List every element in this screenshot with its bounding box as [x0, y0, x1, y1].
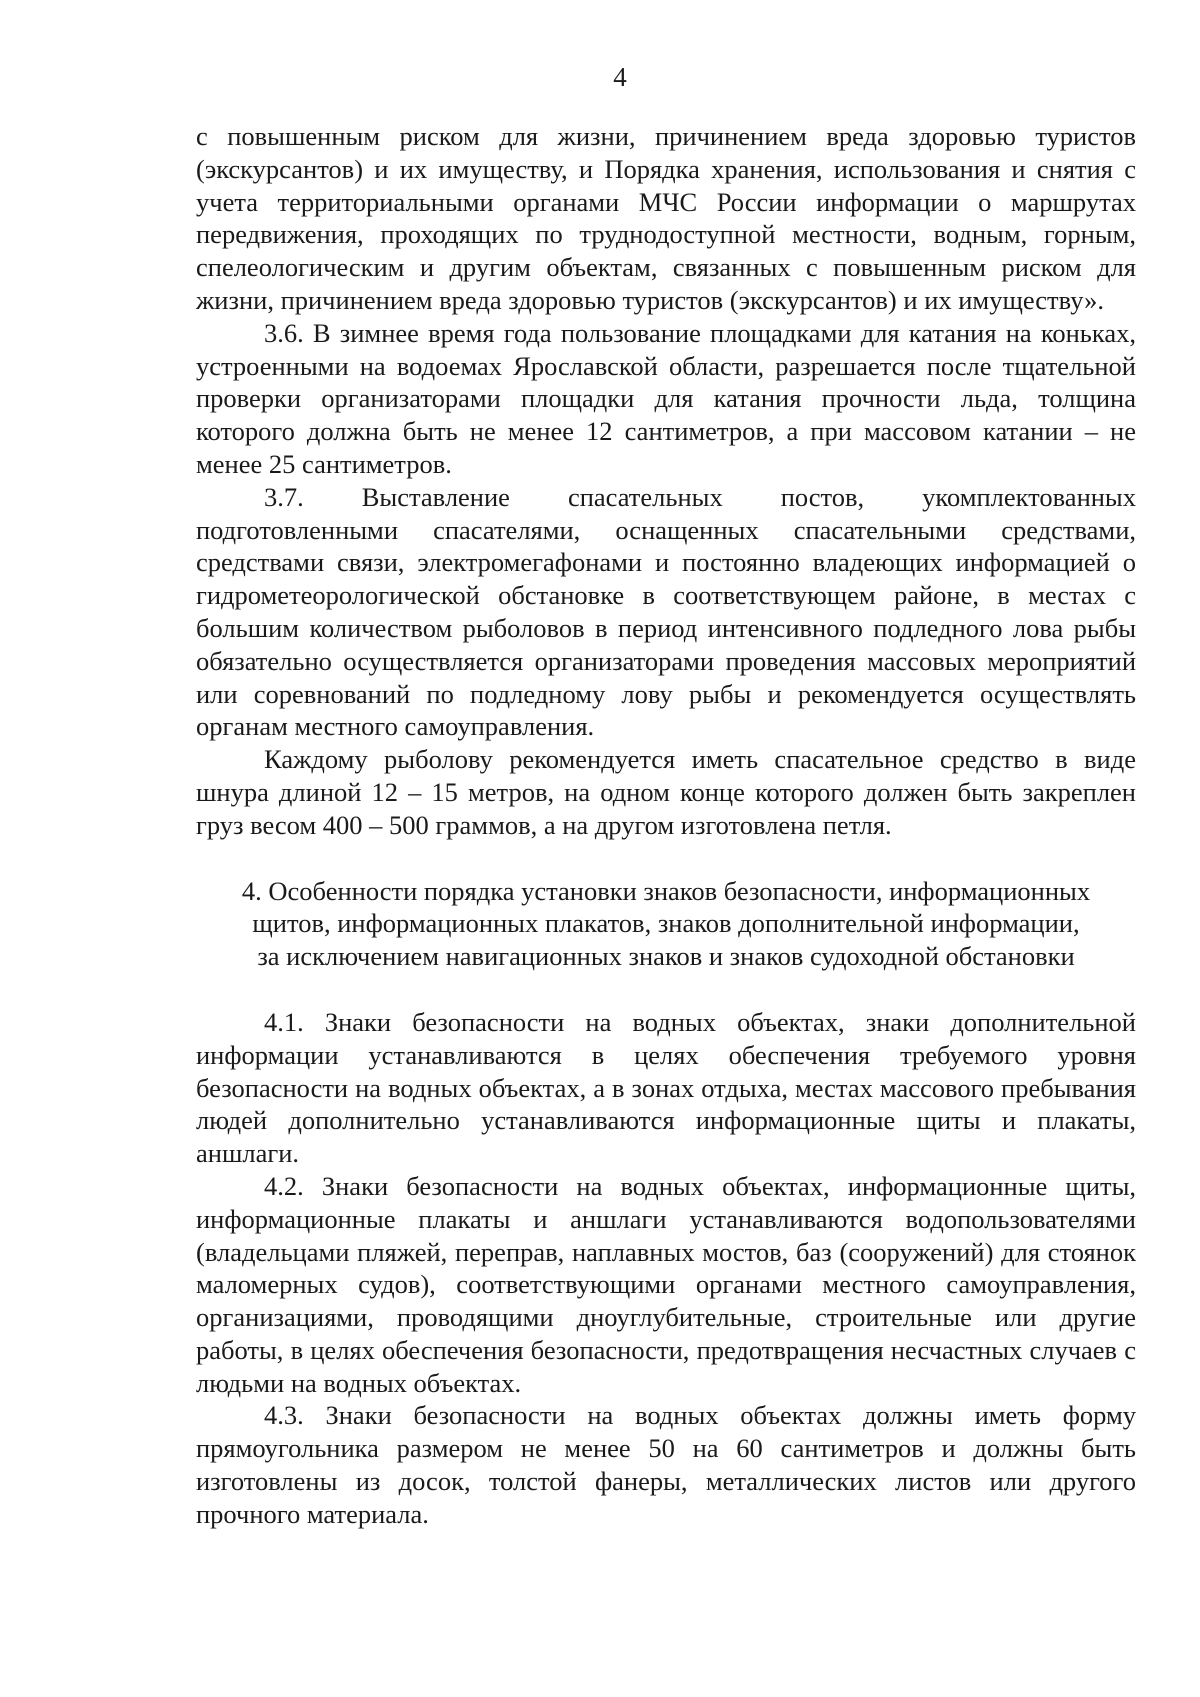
paragraph-4-3: 4.3. Знаки безопасности на водных объектах должны иметь форму прямоугольника размером не менее 50 на 60 сантиметров и должны быть изготовлены из досок, толстой фанеры, металлических листов или другого прочного материала.: [196, 1400, 1136, 1529]
paragraph-fisherman-advice: Каждому рыболову рекомендуется иметь спасательное средство в виде шнура длиной 12 – 15 метров, на одном конце которого должен быть закреплен груз весом 400 – 500 граммов, а на другом изготовлена петля.: [196, 744, 1136, 840]
section-4-heading-line-3: за исключением навигационных знаков и знаков судоходной обстановки: [257, 941, 1075, 972]
paragraph-3-6: 3.6. В зимнее время года пользование площадками для катания на коньках, устроенными на водоемах Ярославской области, разрешается после тщательной проверки организаторами площадки для катания прочности льда, толщина которого должна быть не менее 12 сантиметров, а при массовом катании – не менее 25 сантиметров.: [196, 317, 1136, 479]
paragraph-4-1: 4.1. Знаки безопасности на водных объектах, знаки дополнительной информации устанавливаются в целях обеспечения требуемого уровня безопасности на водных объектах, а в зонах отдыха, местах массового пребывания людей дополнительно устанавливаются информационные щиты и плакаты, аншлаги.: [196, 1006, 1136, 1169]
section-4-heading-line-2: щитов, информационных плакатов, знаков дополнительной информации,: [252, 908, 1080, 939]
paragraph-continuation: с повышенным риском для жизни, причинением вреда здоровью туристов (экскурсантов) и их имуществу, и Порядка хранения, использования и снятия с учета территориальными органами МЧС России информации о маршрутах передвижения, проходящих по труднодоступной местности, водным, горным, спелеологическим и другим объектам, связанных с повышенным риском для жизни, причинением вреда здоровью туристов (экскурсантов) и их имуществу».: [196, 121, 1136, 315]
document-body: [196, 120, 1136, 1531]
paragraph-4-2: 4.2. Знаки безопасности на водных объектах, информационные щиты, информационные плакаты и аншлаги устанавливаются водопользователями (владельцами пляжей, переправ, наплавных мостов, баз (сооружений) для стоянок маломерных судов), соответствующими органами местного самоуправления, организациями, проводящими дноуглубительные, строительные или другие работы, в целях обеспечения безопасности, предотвращения несчастных случаев с людьми на водных объектах.: [196, 1170, 1136, 1398]
section-4-heading: [196, 875, 1136, 973]
section-4-heading-line-1: 4. Особенности порядка установки знаков безопасности, информационных: [241, 875, 1091, 906]
paragraph-3-7: 3.7. Выставление спасательных постов, укомплектованных подготовленными спасателями, оснащенных спасательными средствами, средствами связи, электромегафонами и постоянно владеющих информацией о гидрометеорологической обстановке в соответствующем районе, в местах с большим количеством рыболовов в период интенсивного подледного лова рыбы обязательно осуществляется организаторами проведения массовых мероприятий или соревнований по подледному лову рыбы и рекомендуется осуществлять органам местного самоуправления.: [196, 481, 1136, 742]
page-number: 4: [613, 62, 627, 92]
